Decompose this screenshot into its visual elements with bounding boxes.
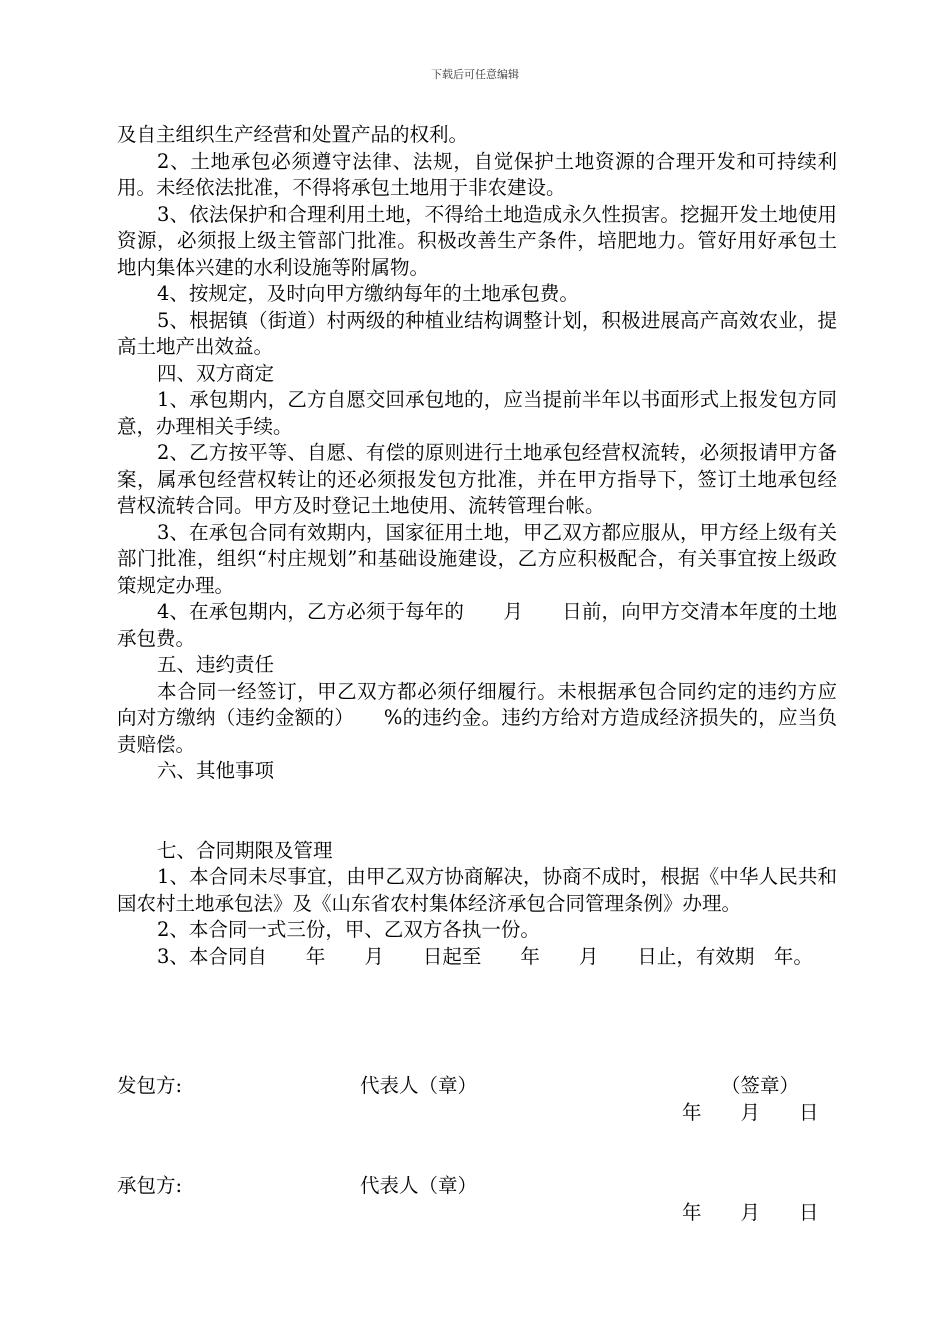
party-b-label: 承包方:	[117, 1174, 183, 1197]
clause-paragraph: 2、本合同一式三份，甲、乙双方各执一份。	[157, 918, 540, 941]
party-b-representative: 代表人（章）	[360, 1174, 478, 1197]
party-a-label: 发包方:	[117, 1074, 183, 1097]
party-a-representative: 代表人（章）	[360, 1074, 478, 1097]
clause-paragraph: 七、合同期限及管理	[157, 838, 333, 862]
party-a-seal: （签章）	[721, 1074, 800, 1097]
contract-body	[117, 122, 837, 970]
clause-paragraph: 2、土地承包必须遵守法律、法规，自觉保护土地资源的合理开发和可持续利用。未经依法批准，不得将承包土地用于非农建设。	[117, 149, 837, 199]
contract-clauses	[117, 122, 837, 785]
contract-term-clauses	[117, 838, 837, 971]
clause-paragraph: 4、按规定，及时向甲方缴纳每年的土地承包费。	[157, 282, 579, 305]
party-b-date: 年 月 日	[682, 1201, 819, 1224]
clause-paragraph: 3、在承包合同有效期内，国家征用土地，甲乙双方都应服从，甲方经上级有关部门批准，组织“村庄规划”和基础设施建设，乙方应积极配合，有关事宜按上级政策规定办理。	[117, 520, 837, 597]
clause-paragraph: 及自主组织生产经营和处置产品的权利。	[117, 123, 469, 146]
clause-paragraph: 5、根据镇（街道）村两级的种植业结构调整计划，积极进展高产高效农业，提高土地产出效益。	[117, 308, 837, 358]
clause-paragraph: 3、依法保护和合理利用土地，不得给土地造成永久性损害。挖掘开发土地使用资源，必须报上级主管部门批准。积极改善生产条件，培肥地力。管好用好承包土地内集体兴建的水利设施等附属物。	[117, 202, 837, 279]
page-header: 下载后可任意编辑	[431, 68, 519, 81]
party-a-date: 年 月 日	[682, 1101, 819, 1124]
blank-other-matters	[117, 785, 837, 838]
clause-paragraph: 2、乙方按平等、自愿、有偿的原则进行土地承包经营权流转，必须报请甲方备案，属承包经营权转让的还必须报发包方批准，并在甲方指导下，签订土地承包经营权流转合同。甲方及时登记土地使用、流转管理台帐。	[117, 441, 837, 517]
clause-paragraph: 五、违约责任	[157, 653, 275, 676]
clause-paragraph: 四、双方商定	[157, 361, 275, 385]
clause-paragraph: 1、本合同未尽事宜，由甲乙双方协商解决，协商不成时，根据《中华人民共和国农村土地承包法》及《山东省农村集体经济承包合同管理条例》办理。	[117, 865, 837, 915]
clause-paragraph: 4、在承包期内，乙方必须于每年的 月 日前，向甲方交清本年度的土地承包费。	[117, 600, 837, 650]
clause-paragraph: 本合同一经签订，甲乙双方都必须仔细履行。未根据承包合同约定的违约方应向对方缴纳（违约金额的） %的违约金。违约方给对方造成经济损失的，应当负责赔偿。	[117, 679, 837, 756]
clause-paragraph: 1、承包期内，乙方自愿交回承包地的，应当提前半年以书面形式上报发包方同意，办理相关手续。	[117, 388, 837, 438]
clause-paragraph: 3、本合同自 年 月 日起至 年 月 日止，有效期 年。	[157, 944, 813, 968]
clause-paragraph: 六、其他事项	[157, 759, 275, 782]
